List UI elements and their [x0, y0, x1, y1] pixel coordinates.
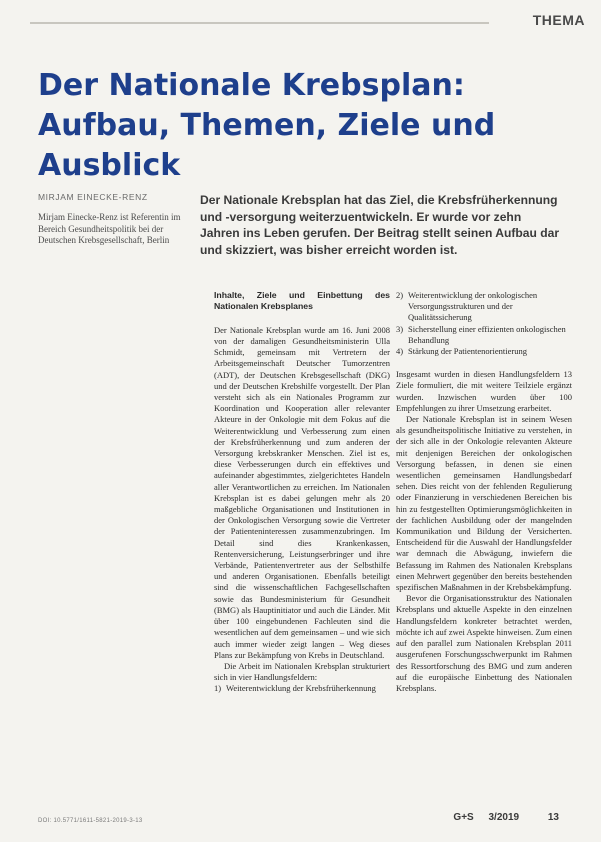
- body-paragraph: Die Arbeit im Nationalen Krebsplan strukturiert sich in vier Handlungsfeldern:: [214, 660, 390, 683]
- action-field-list: [396, 290, 572, 357]
- text-column-right: [396, 290, 572, 694]
- list-item-number: 4): [396, 346, 404, 357]
- lead-paragraph: Der Nationale Krebsplan hat das Ziel, die Krebsfrüherkennung und -versorgung weiterzuentwickeln. Er wurde vor zehn Jahren ins Leben gerufen. Der Beitrag stellt seinen Aufbau dar und skizziert, was bisher erreicht worden ist.: [200, 193, 560, 257]
- body-paragraph: Bevor die Organisationsstruktur des Nationalen Krebsplans und aktuelle Aspekte in den einzelnen Handlungsfeldern konkreter betrachtet werden, möchte ich auf zwei Aspekte hinweisen. Zum einen auf den parallel zum Nationalen Krebsplan 2011 ausgerufenen Forschungsschwerpunkt im Rahmen des Ressortforschung des BMG und zum anderen auf die europäische Einbettung des Nationalen Krebsplans.: [396, 593, 572, 693]
- author-name: MIRJAM EINECKE-RENZ: [38, 192, 148, 202]
- list-item: [396, 290, 572, 324]
- issue-number: 3/2019: [488, 812, 520, 823]
- article-title: Der Nationale Krebsplan: Aufbau, Themen, Ziele und Ausblick: [38, 68, 496, 183]
- journal-name: G+S: [453, 812, 474, 823]
- list-item: [396, 346, 572, 357]
- list-item-text: Weiterentwicklung der Krebsfrüherkennung: [226, 683, 376, 694]
- page-footer: [441, 812, 559, 823]
- section-heading: Inhalte, Ziele und Einbettung des Nationalen Krebsplanes: [214, 290, 390, 312]
- list-item-number: 1): [214, 683, 222, 694]
- body-paragraph: Der Nationale Krebsplan wurde am 16. Juni 2008 von der damaligen Gesundheitsministerin Ulla Schmidt, gemeinsam mit Vertretern der Arbeitsgemeinschaft Deutscher Tumorzentren (ADT), der Deutschen Krebsgesellschaft (DKG) und der Deutschen Krebshilfe vorgestellt. Der Plan versteht sich als ein Nationales Programm zur Koordination und Kooperation aller relevanter Akteure in der Onkologie mit dem Fokus auf die Weiterentwicklung und Verbesserung zum einen der Krebsfrüherkennung und zum anderen der Versorgung krebskranker Menschen. Ziel ist es, diese Verbesserungen durch ein effektives und aufeinander abgestimmtes, zielgerichtetes Handeln aller Verantwortlichen zu erreichen. Im Nationalen Krebsplan ist es dabei gelungen mehr als 20 maßgebliche Organisationen und Institutionen in der Onkologischen Versorgung sowie die Vertreter der Patienteninteressen zusammenzubringen. Im Detail sind dies Krankenkassen, Rentenversicherung, Leistungserbringer und ihre Verbände, Patientenvertreter aus der Selbsthilfe und anderen Organisationen. Ebenfalls beteiligt sind die wissenschaftlichen Fachgesellschaften sowie das Bundesministerium für Gesundheit (BMG) als Hauptinitiator und auch die Länder. Mit über 100 eingebundenen Fachleuten sind die wesentlichen auf dem gemeinsamen – und wie sich auch immer wieder zeigt langen – Weg dieses Plans zur Bekämpfung von Krebs in Deutschland.: [214, 324, 390, 660]
- list-item-number: 3): [396, 323, 404, 334]
- list-item-text: Sicherstellung einer effizienten onkologischen Behandlung: [408, 323, 566, 345]
- list-item-number: 2): [396, 290, 404, 300]
- section-label: THEMA: [489, 12, 585, 32]
- list-item: [214, 683, 390, 694]
- text-column-left: [214, 290, 390, 695]
- list-item: [396, 324, 572, 346]
- author-bio: Mirjam Einecke-Renz ist Referentin im Bereich Gesundheitspolitik bei der Deutschen Krebsgesellschaft, Berlin: [38, 212, 181, 245]
- doi-line: DOI: 10.5771/1611-5821-2019-3-13: [38, 818, 143, 824]
- author-block: [38, 192, 198, 247]
- body-paragraph: Insgesamt wurden in diesen Handlungsfeldern 13 Ziele formuliert, die mit weitere Teilziele ergänzt wurden. Inzwischen wurden über 100 Empfehlungen zu ihrer Umsetzung erarbeitet.: [396, 369, 572, 413]
- list-item-text: Stärkung der Patientenorientierung: [408, 346, 527, 357]
- page-number: 13: [547, 812, 559, 823]
- list-item-text: Weiterentwicklung der onkologischen Versorgungsstrukturen und der Qualitätssicherung: [408, 290, 538, 323]
- action-field-list: [214, 683, 390, 694]
- body-paragraph: Der Nationale Krebsplan ist in seinem Wesen als gesundheitspolitische Initiative zu verstehen, in der sich alle in der Onkologie relevanten Akteure mit denjenigen Bereichen der onkologischen Versorgung befassen, in denen sie einen wesentlichen gemeinsamen Handlungsbedarf sehen. Dies reicht von der fehlenden Regulierung oder Finanzierung in verschiedenen Bereichen bis hin zu festgestellten Optimierungsmöglichkeiten in der fachlichen Ausbildung oder der mangelnden Kommunikation und Bildung der Versicherten. Entscheidend für die Auswahl der Handlungsfelder war demnach die Abwägung, inwiefern die Befassung im Rahmen des Nationalen Krebsplans einen Mehrwert gegenüber den bereits bestehenden spezifischen Maßnahmen in der Krebsbekämpfung.: [396, 414, 572, 593]
